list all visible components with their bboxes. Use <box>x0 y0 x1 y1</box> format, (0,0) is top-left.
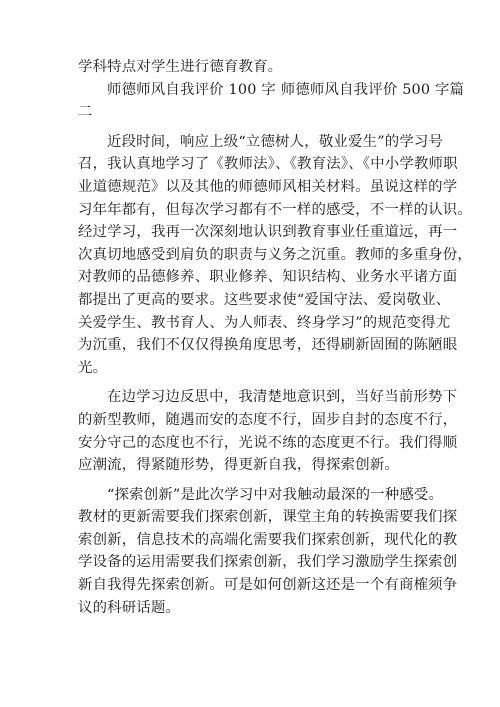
paragraph-3-line: 索创新，信息技术的高端化需要我们探索创新，现代化的教 <box>78 531 458 548</box>
paragraph-1-line: 关爱学生、教书育人、为人师表、终身学习”的规范变得尤 <box>78 314 451 331</box>
paragraph-1-line: 都提出了更高的要求。这些要求使“爱国守法、爱岗敬业、 <box>78 291 451 308</box>
document-page <box>78 56 472 619</box>
paragraph-2-line: 安分守己的态度也不行，光说不练的态度更不行。我们得顺 <box>78 434 458 451</box>
paragraph-2-line: 的新型教师，随遇而安的态度不行，固步自封的态度不行， <box>78 411 458 428</box>
paragraph-3-line: 教材的更新需要我们探索创新，课堂主角的转换需要我们探 <box>78 509 458 526</box>
paragraph-3-line: “探索创新”是此次学习中对我触动最深的一种感受。 <box>107 486 444 503</box>
paragraph-3-line: 议的科研话题。 <box>78 599 181 616</box>
paragraph-1-line: 习年年都有，但每次学习都有不一样的感受，不一样的认识。 <box>78 201 472 218</box>
paragraph-1-line: 召，我认真地学习了《教师法》、《教育法》、《中小学教师职 <box>78 156 458 173</box>
paragraph-2-line: 应潮流，得紧随形势，得更新自我，得探索创新。 <box>78 457 399 474</box>
paragraph-1-line: 业道德规范》以及其他的师德师风相关材料。虽说这样的学 <box>78 178 458 195</box>
paragraph-2-line: 在边学习边反思中，我清楚地意识到，当好当前形势下 <box>107 389 458 406</box>
paragraph-3-line: 学设备的运用需要我们探索创新，我们学习激励学生探索创 <box>78 554 458 571</box>
paragraph-1-line: 经过学习，我再一次深刻地认识到教育事业任重道远，再一 <box>78 224 458 241</box>
paragraph-1-line: 光。 <box>78 359 108 376</box>
text-line: 学科特点对学生进行德育教育。 <box>78 59 283 75</box>
section-heading-continuation: 二 <box>78 104 93 121</box>
paragraph-1-line: 近段时间，响应上级“立德树人，敬业爱生”的学习号 <box>107 133 444 150</box>
section-heading: 师德师风自我评价 100 字 师德师风自我评价 500 字篇 <box>107 81 465 98</box>
paragraph-1-line: 次真切地感受到肩负的职责与义务之沉重。教师的多重身份， <box>78 246 472 263</box>
paragraph-3-line: 新自我得先探索创新。可是如何创新这还是一个有商榷须争 <box>78 577 458 594</box>
paragraph-1-line: 为沉重，我们不仅仅得换角度思考，还得刷新固囿的陈陋眼 <box>78 337 458 354</box>
paragraph-1-line: 对教师的品德修养、职业修养、知识结构、业务水平诸方面 <box>78 269 458 286</box>
